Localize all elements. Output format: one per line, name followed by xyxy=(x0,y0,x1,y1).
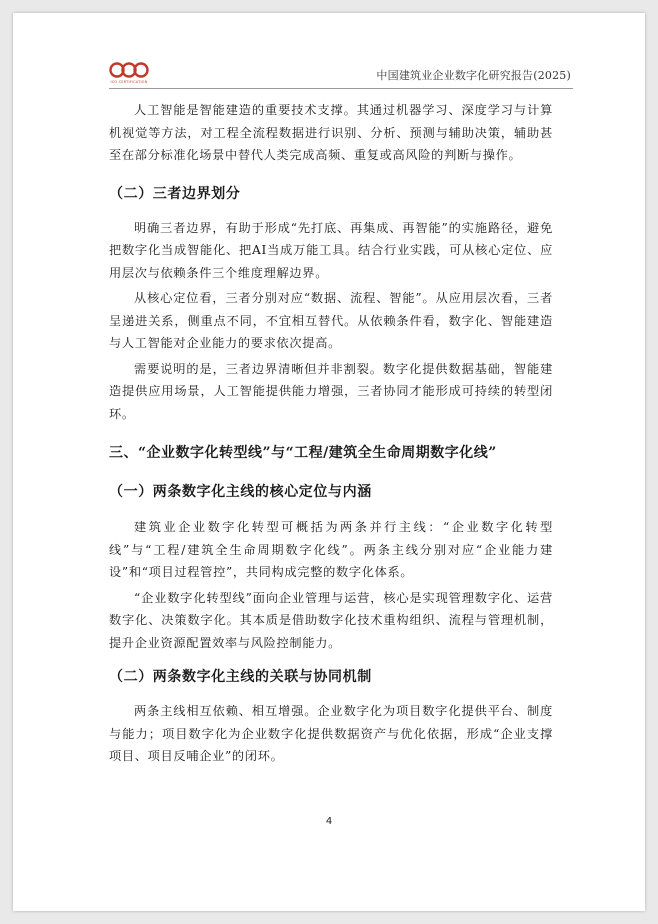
header-divider xyxy=(109,88,573,89)
paragraph-ai-support: 人工智能是智能建造的重要技术支撑。其通过机器学习、深度学习与计算机视觉等方法，对工程全流程数据进行识别、分析、预测与辅助决策，辅助甚至在部分标准化场景中替代人类完成高频、重复或高风险的判断与操作。 xyxy=(109,103,553,162)
section-heading-core-positioning: （一）两条数字化主线的核心定位与内涵 xyxy=(109,484,372,500)
section-heading-boundaries: （二）三者边界划分 xyxy=(109,185,241,202)
section-heading-collaboration: （二）两条数字化主线的关联与协同机制 xyxy=(109,669,372,685)
company-logo xyxy=(109,61,149,87)
paragraph-enterprise-line: “企业数字化转型线”面向企业管理与运营，核心是实现管理数字化、运营数字化、决策数字化。其本质是借助数字化技术重构组织、流程与管理机制，提升企业资源配置效率与风险控制能力。 xyxy=(109,590,553,650)
paragraph-boundary-dimensions: 从核心定位看，三者分别对应“数据、流程、智能”。从应用层次看，三者呈递进关系，侧重点不同，不宜相互替代。从依赖条件看，数字化、智能建造与人工智能对企业能力的要求依次提高。 xyxy=(109,291,553,350)
logo-text: ICO CERTIFICATION xyxy=(110,80,148,84)
report-title: 中国建筑业企业数字化研究报告(2025) xyxy=(376,69,571,82)
page-number: 4 xyxy=(325,816,333,827)
page-content xyxy=(109,93,553,768)
paragraph-boundary-intro: 明确三者边界，有助于形成“先打底、再集成、再智能”的实施路径，避免把数字化当成智能化、把AI当成万能工具。结合行业实践，可从核心定位、应用层次与依赖条件三个维度理解边界。 xyxy=(109,220,553,280)
document-page xyxy=(13,13,645,911)
chapter-heading-two-lines: 三、“企业数字化转型线”与“工程/建筑全生命周期数字化线” xyxy=(109,445,497,461)
paragraph-two-lines-summary: 建筑业企业数字化转型可概括为两条并行主线：“企业数字化转型线”与“工程/建筑全生命周期数字化线”。两条主线分别对应“企业能力建设”和“项目过程管控”，共同构成完整的数字化体系。 xyxy=(109,520,553,579)
logo-rings-icon xyxy=(109,61,149,79)
page-header xyxy=(13,13,645,93)
paragraph-collaboration: 两条主线相互依赖、相互增强。企业数字化为项目数字化提供平台、制度与能力；项目数字化为企业数字化提供数据资产与优化依据，形成“企业支撑项目、项目反哺企业”的闭环。 xyxy=(109,704,553,763)
paragraph-boundary-note: 需要说明的是，三者边界清晰但并非割裂。数字化提供数据基础，智能建造提供应用场景，人工智能提供能力增强，三者协同才能形成可持续的转型闭环。 xyxy=(109,361,553,421)
